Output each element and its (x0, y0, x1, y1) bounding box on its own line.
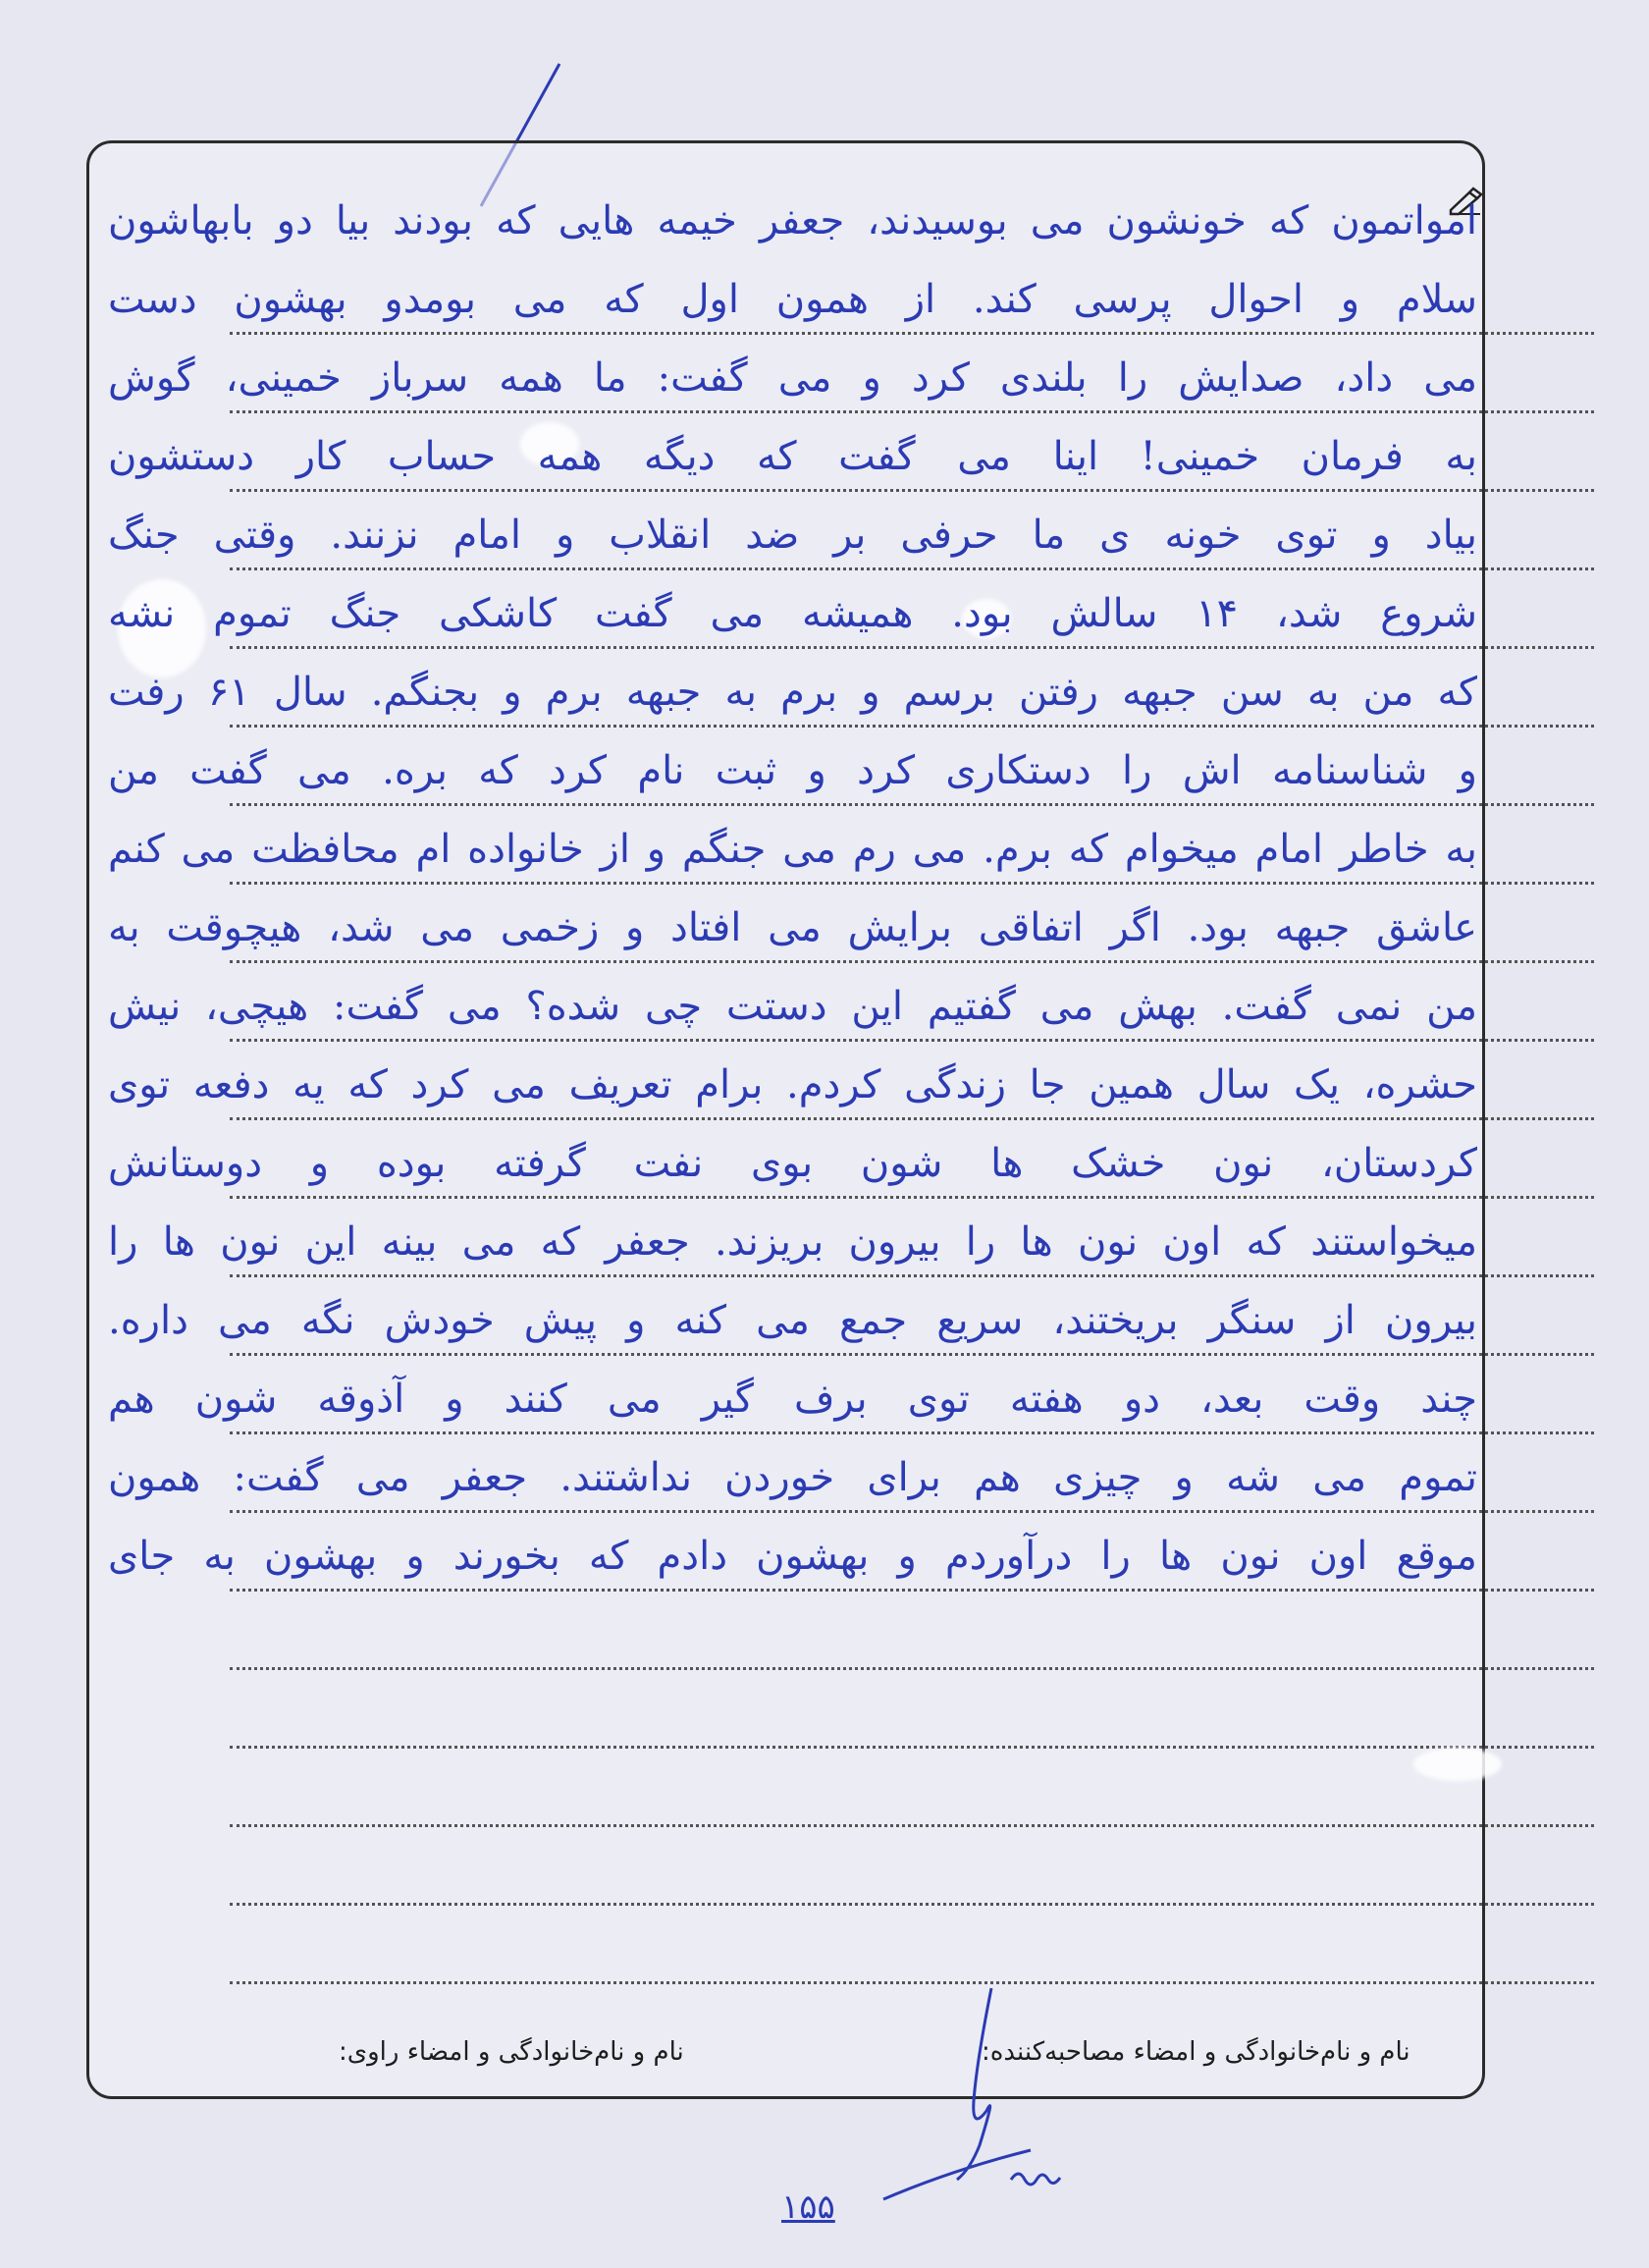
handwritten-line: حشره، یک سال همین جا زندگی کردم. برام تعریف می کرد که یه دفعه توی (108, 1062, 1477, 1108)
interviewer-signature-label: نام و نام‌خانوادگی و امضاء مصاحبه‌کننده: (982, 2037, 1410, 2067)
handwritten-line: بیاد و توی خونه ی ما حرفی بر ضد انقلاب و امام نزنند. وقتی جنگ (108, 513, 1477, 559)
handwritten-line: و شناسنامه اش را دستکاری کرد و ثبت نام کرد که بره. می گفت من (108, 748, 1477, 794)
ruled-line (230, 1589, 1594, 1592)
handwritten-line: کردستان، نون خشک ها شون بوی نفت گرفته بوده و دوستانش (108, 1141, 1477, 1187)
handwritten-signature (864, 1983, 1090, 2209)
handwritten-line: امواتمون که خونشون می بوسیدند، جعفر خیمه هایی که بودند بیا دو بابهاشون (108, 198, 1477, 244)
handwritten-line: بیرون از سنگر بریختند، سریع جمع می کنه و پیش خودش نگه می داره. (108, 1298, 1477, 1344)
ruled-line (230, 1746, 1594, 1749)
handwritten-line: شروع شد، ۱۴ سالش بود. همیشه می گفت کاشکی جنگ تموم نشه (108, 591, 1477, 637)
handwritten-line: عاشق جبهه بود. اگر اتفاقی برایش می افتاد و زخمی می شد، هیچوقت به (108, 905, 1477, 951)
handwritten-line: سلام و احوال پرسی کند. از همون اول که می بومدو بهشون دست (108, 277, 1477, 323)
handwritten-body (108, 167, 1477, 1581)
ruled-line (230, 1903, 1594, 1906)
handwritten-line: تموم می شه و چیزی هم برای خوردن نداشتند. جعفر می گفت: همون (108, 1455, 1477, 1501)
ruled-line (230, 1824, 1594, 1827)
handwritten-line: به خاطر امام میخوام که برم. می رم می جنگم و از خانواده ام محافظت می کنم (108, 827, 1477, 873)
handwritten-line: موقع اون نون ها را درآوردم و بهشون دادم که بخورند و بهشون به جای (108, 1534, 1477, 1580)
handwritten-line: من نمی گفت. بهش می گفتیم این دستت چی شده؟ می گفت: هیچی، نیش (108, 984, 1477, 1030)
narrator-signature-label: نام و نام‌خانوادگی و امضاء راوی: (339, 2037, 684, 2067)
handwritten-line: چند وقت بعد، دو هفته توی برف گیر می کنند و آذوقه شون هم (108, 1377, 1477, 1423)
paper-stain (1413, 1748, 1502, 1781)
handwritten-line: که من به سن جبهه رفتن برسم و برم به جبهه برم و بجنگم. سال ۶۱ رفت (108, 670, 1477, 716)
handwritten-line: میخواستند که اون نون ها را بیرون بریزند. جعفر که می بینه این نون ها را (108, 1219, 1477, 1266)
ruled-line (230, 1667, 1594, 1670)
page-number: ۱۵۵ (781, 2187, 835, 2227)
handwritten-line: به فرمان خمینی! اینا می گفت که دیگه همه حساب کار دستشون (108, 434, 1477, 480)
handwritten-line: می داد، صدایش را بلندی کرد و می گفت: ما همه سرباز خمینی، گوش (108, 355, 1477, 402)
